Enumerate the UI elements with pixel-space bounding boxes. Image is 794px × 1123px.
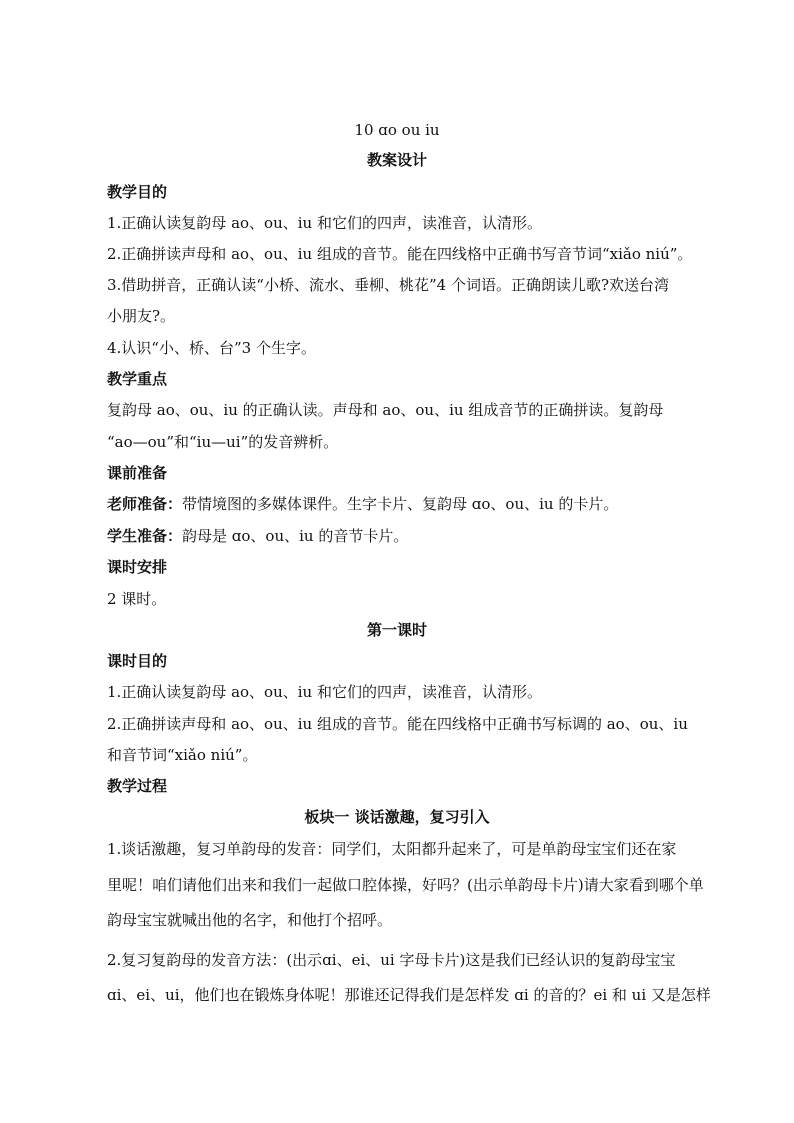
process-line: 韵母宝宝就喊出他的名字，和他打个招呼。 bbox=[107, 911, 393, 929]
teacher-prep-text: 带情境图的多媒体课件。生字卡片、复韵母 ɑo、ou、iu 的卡片。 bbox=[182, 495, 619, 513]
process-line: 2.复习复韵母的发音方法：(出示ɑi、ei、ui 字母卡片)这是我们已经认识的复韵母宝宝 bbox=[107, 951, 676, 969]
heading-process: 教学过程 bbox=[107, 777, 168, 795]
student-prep-label: 学生准备： bbox=[107, 527, 183, 545]
teacher-preparation bbox=[107, 495, 618, 513]
heading-preparation: 课前准备 bbox=[107, 464, 168, 482]
process-line: 1.谈话激趣，复习单韵母的发音：同学们，太阳都升起来了，可是单韵母宝宝们还在家 bbox=[107, 840, 677, 858]
lesson-one-title: 第一课时 bbox=[366, 621, 427, 639]
lesson-goal-line: 1.正确认读复韵母 ao、ou、iu 和它们的四声，读准音，认清形。 bbox=[107, 683, 542, 701]
key-point-line: “ao—ou”和“iu—ui”的发音辨析。 bbox=[107, 433, 339, 451]
lesson-goal-line: 和音节词“xiǎo niú”。 bbox=[107, 746, 258, 764]
objective-line: 1.正确认读复韵母 ao、ou、iu 和它们的四声，读准音，认清形。 bbox=[107, 214, 542, 232]
heading-key-points: 教学重点 bbox=[107, 370, 168, 388]
objective-line: 4.认识“小、桥、台”3 个生字。 bbox=[107, 339, 316, 357]
block-one-title: 板块一 谈话激趣，复习引入 bbox=[304, 808, 490, 826]
objective-line: 3.借助拼音，正确认读“小桥、流水、垂柳、桃花”4 个词语。正确朗读儿歌?欢送台湾 bbox=[107, 276, 670, 294]
lesson-title: 10 ɑo ou iu bbox=[354, 121, 440, 139]
lesson-goal-line: 2.正确拼读声母和 ao、ou、iu 组成的音节。能在四线格中正确书写标调的 ao、ou、iu bbox=[107, 715, 688, 733]
teacher-prep-label: 老师准备： bbox=[107, 495, 183, 513]
heading-lesson-goals: 课时目的 bbox=[107, 652, 168, 670]
objective-line: 小朋友?。 bbox=[107, 307, 176, 325]
process-line: 里呢！咱们请他们出来和我们一起做口腔体操，好吗？(出示单韵母卡片)请大家看到哪个单 bbox=[107, 876, 704, 894]
heading-schedule: 课时安排 bbox=[107, 558, 168, 576]
key-point-line: 复韵母 ao、ou、iu 的正确认读。声母和 ao、ou、iu 组成音节的正确拼读。复韵母 bbox=[107, 401, 664, 419]
schedule-text: 2 课时。 bbox=[107, 590, 167, 608]
objective-line: 2.正确拼读声母和 ao、ou、iu 组成的音节。能在四线格中正确书写音节词“xiǎo niú”。 bbox=[107, 245, 693, 263]
heading-objectives: 教学目的 bbox=[107, 183, 168, 201]
process-line: ɑi、ei、ui，他们也在锻炼身体呢！那谁还记得我们是怎样发 ɑi 的音的？ei 和 ui 又是怎样 bbox=[107, 986, 711, 1004]
student-prep-text: 韵母是 ɑo、ou、iu 的音节卡片。 bbox=[182, 527, 409, 545]
student-preparation bbox=[107, 527, 408, 545]
document-subtitle: 教案设计 bbox=[366, 151, 427, 169]
